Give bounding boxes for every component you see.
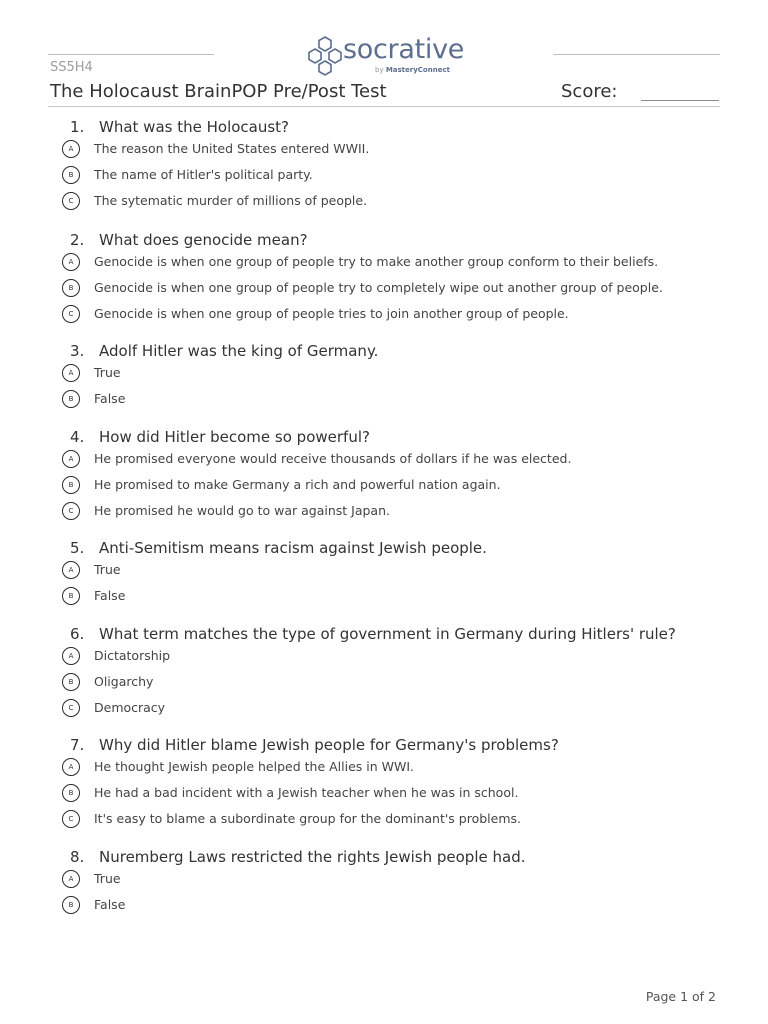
question-1 — [48, 118, 728, 218]
logo-byline — [375, 66, 450, 74]
logo-wordmark: socrative — [343, 34, 465, 65]
question-header — [48, 118, 728, 140]
answer-option[interactable] — [48, 647, 728, 673]
answer-bubble[interactable]: B — [62, 784, 80, 802]
answer-text: He promised everyone would receive thousands of dollars if he was elected. — [94, 451, 572, 466]
answer-option[interactable] — [48, 870, 728, 896]
answer-bubble[interactable]: C — [62, 305, 80, 323]
answer-bubble[interactable]: B — [62, 166, 80, 184]
answer-bubble[interactable]: B — [62, 476, 80, 494]
answer-text: He had a bad incident with a Jewish teacher when he was in school. — [94, 785, 519, 800]
answer-text: Genocide is when one group of people tries to join another group of people. — [94, 306, 569, 321]
answer-text: The name of Hitler's political party. — [94, 167, 313, 182]
header-rule-left — [48, 54, 214, 55]
answer-option[interactable] — [48, 784, 728, 810]
answer-text: Democracy — [94, 700, 166, 715]
question-number: 1. — [70, 118, 85, 136]
answer-text: True — [94, 871, 121, 886]
answer-text: False — [94, 588, 126, 603]
answer-option[interactable] — [48, 140, 728, 166]
answer-option[interactable] — [48, 390, 728, 416]
question-text: What term matches the type of government in Germany during Hitlers' rule? — [99, 625, 676, 643]
question-4 — [48, 428, 728, 528]
answer-bubble[interactable]: B — [62, 587, 80, 605]
standard-code: SS5H4 — [50, 60, 93, 75]
question-8 — [48, 848, 728, 922]
socrative-logo — [307, 36, 467, 78]
question-header — [48, 625, 728, 647]
answer-option[interactable] — [48, 253, 728, 279]
answer-bubble[interactable]: B — [62, 390, 80, 408]
answer-option[interactable] — [48, 561, 728, 587]
question-number: 8. — [70, 848, 85, 866]
answer-bubble[interactable]: C — [62, 810, 80, 828]
logo-brand: MasteryConnect — [385, 66, 450, 74]
question-header — [48, 539, 728, 561]
question-text: Nuremberg Laws restricted the rights Jewish people had. — [99, 848, 526, 866]
answer-option[interactable] — [48, 896, 728, 922]
answer-text: Dictatorship — [94, 648, 171, 663]
answer-option[interactable] — [48, 587, 728, 613]
answer-text: True — [94, 562, 121, 577]
answer-option[interactable] — [48, 166, 728, 192]
question-2 — [48, 231, 728, 331]
logo-by: by — [375, 66, 384, 74]
answer-bubble[interactable]: A — [62, 140, 80, 158]
answer-bubble[interactable]: B — [62, 896, 80, 914]
answer-text: The reason the United States entered WWII. — [94, 141, 370, 156]
question-text: Anti-Semitism means racism against Jewish people. — [99, 539, 487, 557]
answer-bubble[interactable]: A — [62, 450, 80, 468]
answer-text: Oligarchy — [94, 674, 154, 689]
answer-option[interactable] — [48, 192, 728, 218]
answer-bubble[interactable]: A — [62, 364, 80, 382]
question-number: 2. — [70, 231, 85, 249]
question-number: 7. — [70, 736, 85, 754]
page-title: The Holocaust BrainPOP Pre/Post Test — [50, 81, 387, 102]
question-5 — [48, 539, 728, 613]
answer-bubble[interactable]: C — [62, 192, 80, 210]
answer-bubble[interactable]: A — [62, 870, 80, 888]
answer-option[interactable] — [48, 758, 728, 784]
answer-text: It's easy to blame a subordinate group for the dominant's problems. — [94, 811, 521, 826]
answer-text: Genocide is when one group of people try to make another group conform to their beliefs. — [94, 254, 659, 269]
answer-option[interactable] — [48, 364, 728, 390]
answer-text: False — [94, 391, 126, 406]
question-number: 5. — [70, 539, 85, 557]
answer-bubble[interactable]: A — [62, 758, 80, 776]
answer-bubble[interactable]: A — [62, 253, 80, 271]
question-number: 4. — [70, 428, 85, 446]
answer-bubble[interactable]: A — [62, 647, 80, 665]
question-header — [48, 848, 728, 870]
question-header — [48, 428, 728, 450]
question-text: How did Hitler become so powerful? — [99, 428, 370, 446]
question-header — [48, 342, 728, 364]
answer-bubble[interactable]: B — [62, 673, 80, 691]
question-text: Adolf Hitler was the king of Germany. — [99, 342, 379, 360]
score-label: Score: — [561, 81, 618, 102]
answer-option[interactable] — [48, 279, 728, 305]
page-number: Page 1 of 2 — [645, 989, 716, 1004]
answer-bubble[interactable]: A — [62, 561, 80, 579]
title-underline — [48, 106, 720, 107]
question-number: 3. — [70, 342, 85, 360]
question-header — [48, 231, 728, 253]
question-6 — [48, 625, 728, 725]
question-text: What does genocide mean? — [99, 231, 308, 249]
answer-option[interactable] — [48, 305, 728, 331]
question-7 — [48, 736, 728, 836]
answer-text: The sytematic murder of millions of people. — [94, 193, 368, 208]
answer-option[interactable] — [48, 502, 728, 528]
answer-option[interactable] — [48, 673, 728, 699]
question-header — [48, 736, 728, 758]
answer-text: He promised to make Germany a rich and powerful nation again. — [94, 477, 501, 492]
hexagon-cluster-icon — [307, 36, 343, 76]
answer-option[interactable] — [48, 699, 728, 725]
answer-option[interactable] — [48, 810, 728, 836]
question-text: Why did Hitler blame Jewish people for Germany's problems? — [99, 736, 559, 754]
question-text: What was the Holocaust? — [99, 118, 290, 136]
answer-bubble[interactable]: C — [62, 699, 80, 717]
answer-bubble[interactable]: C — [62, 502, 80, 520]
answer-text: He promised he would go to war against Japan. — [94, 503, 390, 518]
answer-option[interactable] — [48, 450, 728, 476]
answer-text: Genocide is when one group of people try to completely wipe out another group of people. — [94, 280, 663, 295]
header-rule-right — [553, 54, 720, 55]
question-number: 6. — [70, 625, 85, 643]
score-blank-line — [641, 100, 719, 101]
answer-text: False — [94, 897, 126, 912]
answer-text: He thought Jewish people helped the Allies in WWI. — [94, 759, 415, 774]
answer-option[interactable] — [48, 476, 728, 502]
answer-text: True — [94, 365, 121, 380]
answer-bubble[interactable]: B — [62, 279, 80, 297]
question-3 — [48, 342, 728, 416]
